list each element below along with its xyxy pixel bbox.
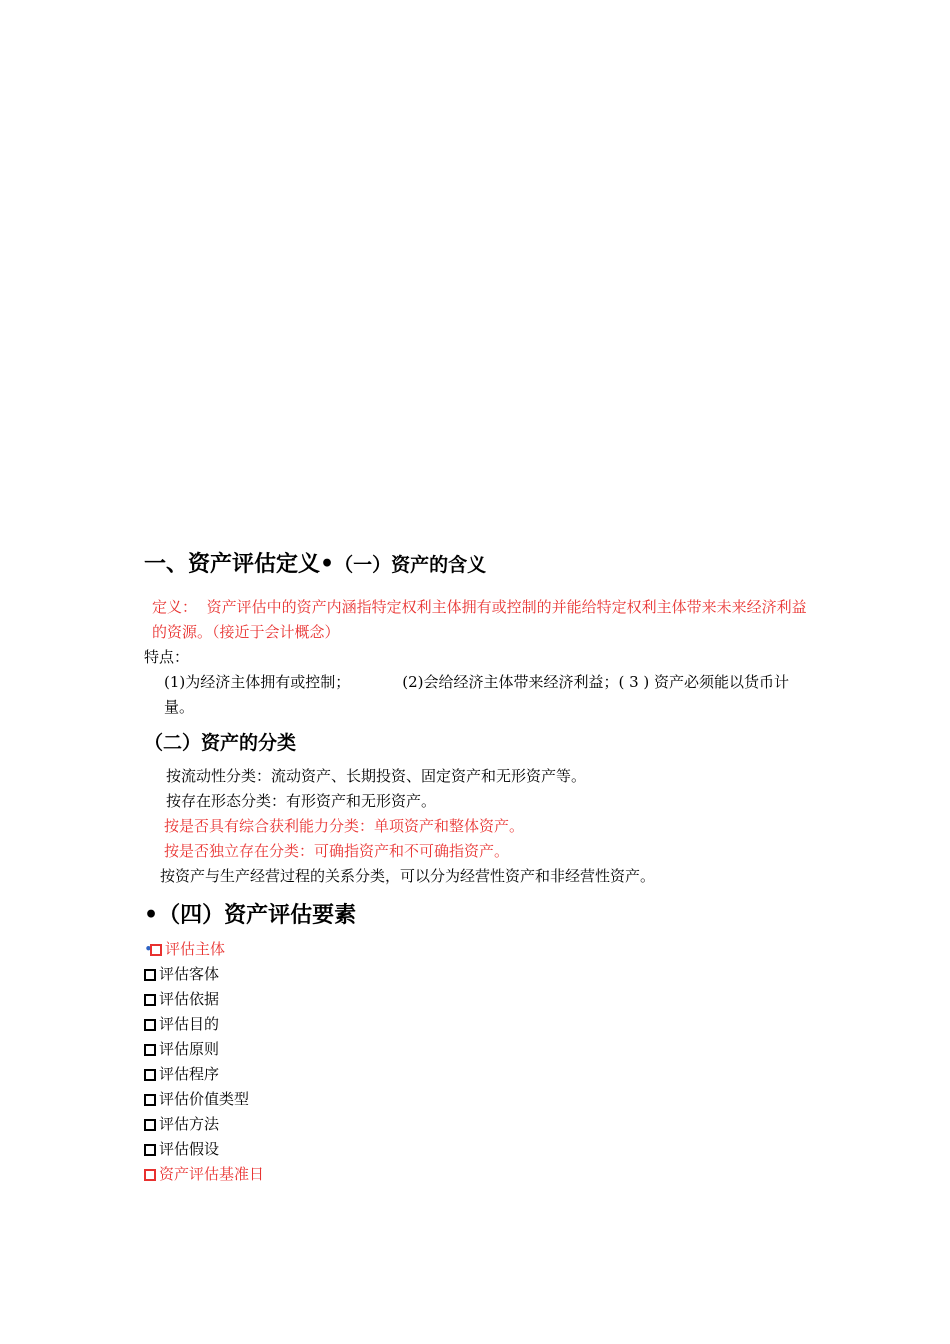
classification-title: （二）资产的分类 [144, 732, 297, 754]
elements-title [144, 899, 808, 931]
feature-item-2: (2)会给经济主体带来经济利益；( 3 ) 资产必须能以货币计量。 [164, 673, 790, 716]
list-item-text: 评估主体 [165, 940, 226, 958]
list-bullet: • [144, 940, 153, 958]
list-item [144, 1062, 808, 1087]
list-item-text: 评估程序 [159, 1065, 220, 1083]
list-item [144, 1112, 808, 1137]
list-item-text: 评估价值类型 [159, 1090, 250, 1108]
checkbox-square-icon [144, 1044, 156, 1056]
feature-item-1: (1)为经济主体拥有或控制； [164, 673, 351, 691]
elements-title-text: （四）资产评估要素 [158, 902, 357, 928]
list-item-text: 评估方法 [159, 1115, 220, 1133]
list-item-text: 评估目的 [159, 1015, 220, 1033]
list-item-text: 评估客体 [159, 965, 220, 983]
list-item-text: 评估原则 [159, 1040, 220, 1058]
definition-paragraph [144, 595, 808, 645]
definition-label: 定义： [152, 598, 198, 616]
heading-main: 一、资产评估定义 [144, 551, 321, 577]
list-item [144, 962, 808, 987]
list-item [144, 1037, 808, 1062]
checkbox-square-icon [150, 944, 162, 956]
checkbox-square-icon [144, 994, 156, 1006]
classification-item: 按流动性分类：流动资产、长期投资、固定资产和无形资产等。 [166, 767, 587, 785]
classification-item: 按是否具有综合获利能力分类：单项资产和整体资产。 [164, 817, 525, 835]
list-item [144, 1012, 808, 1037]
heading-sub: （一）资产的含义 [334, 554, 487, 576]
features-paragraph [144, 670, 808, 720]
checkbox-square-icon [144, 1169, 156, 1181]
heading-bullet: • [320, 551, 335, 577]
list-item [144, 1137, 808, 1162]
section-heading [144, 548, 808, 581]
checkbox-square-icon [144, 969, 156, 981]
list-item [144, 987, 808, 1012]
checkbox-square-icon [144, 1094, 156, 1106]
classification-item: 按存在形态分类：有形资产和无形资产。 [166, 792, 437, 810]
list-item [144, 1087, 808, 1112]
checkbox-square-icon [144, 1119, 156, 1131]
list-item-text: 评估假设 [159, 1140, 220, 1158]
checkbox-square-icon [144, 1144, 156, 1156]
classification-item: 按是否独立存在分类：可确指资产和不可确指资产。 [164, 842, 510, 860]
classification-item: 按资产与生产经营过程的关系分类，可以分为经营性资产和非经营性资产。 [160, 867, 656, 885]
features-label: 特点： [144, 648, 190, 666]
document-page [144, 548, 808, 1187]
list-item-text: 评估依据 [159, 990, 220, 1008]
elements-list [144, 937, 808, 1187]
elements-bullet: • [144, 902, 159, 928]
checkbox-square-icon [144, 1019, 156, 1031]
checkbox-square-icon [144, 1069, 156, 1081]
list-item [144, 937, 808, 962]
list-item-text: 资产评估基准日 [159, 1165, 265, 1183]
definition-text: 资产评估中的资产内涵指特定权利主体拥有或控制的并能给特定权利主体带来未来经济利益的资源。（接近于会计概念） [152, 598, 807, 641]
list-item [144, 1162, 808, 1187]
